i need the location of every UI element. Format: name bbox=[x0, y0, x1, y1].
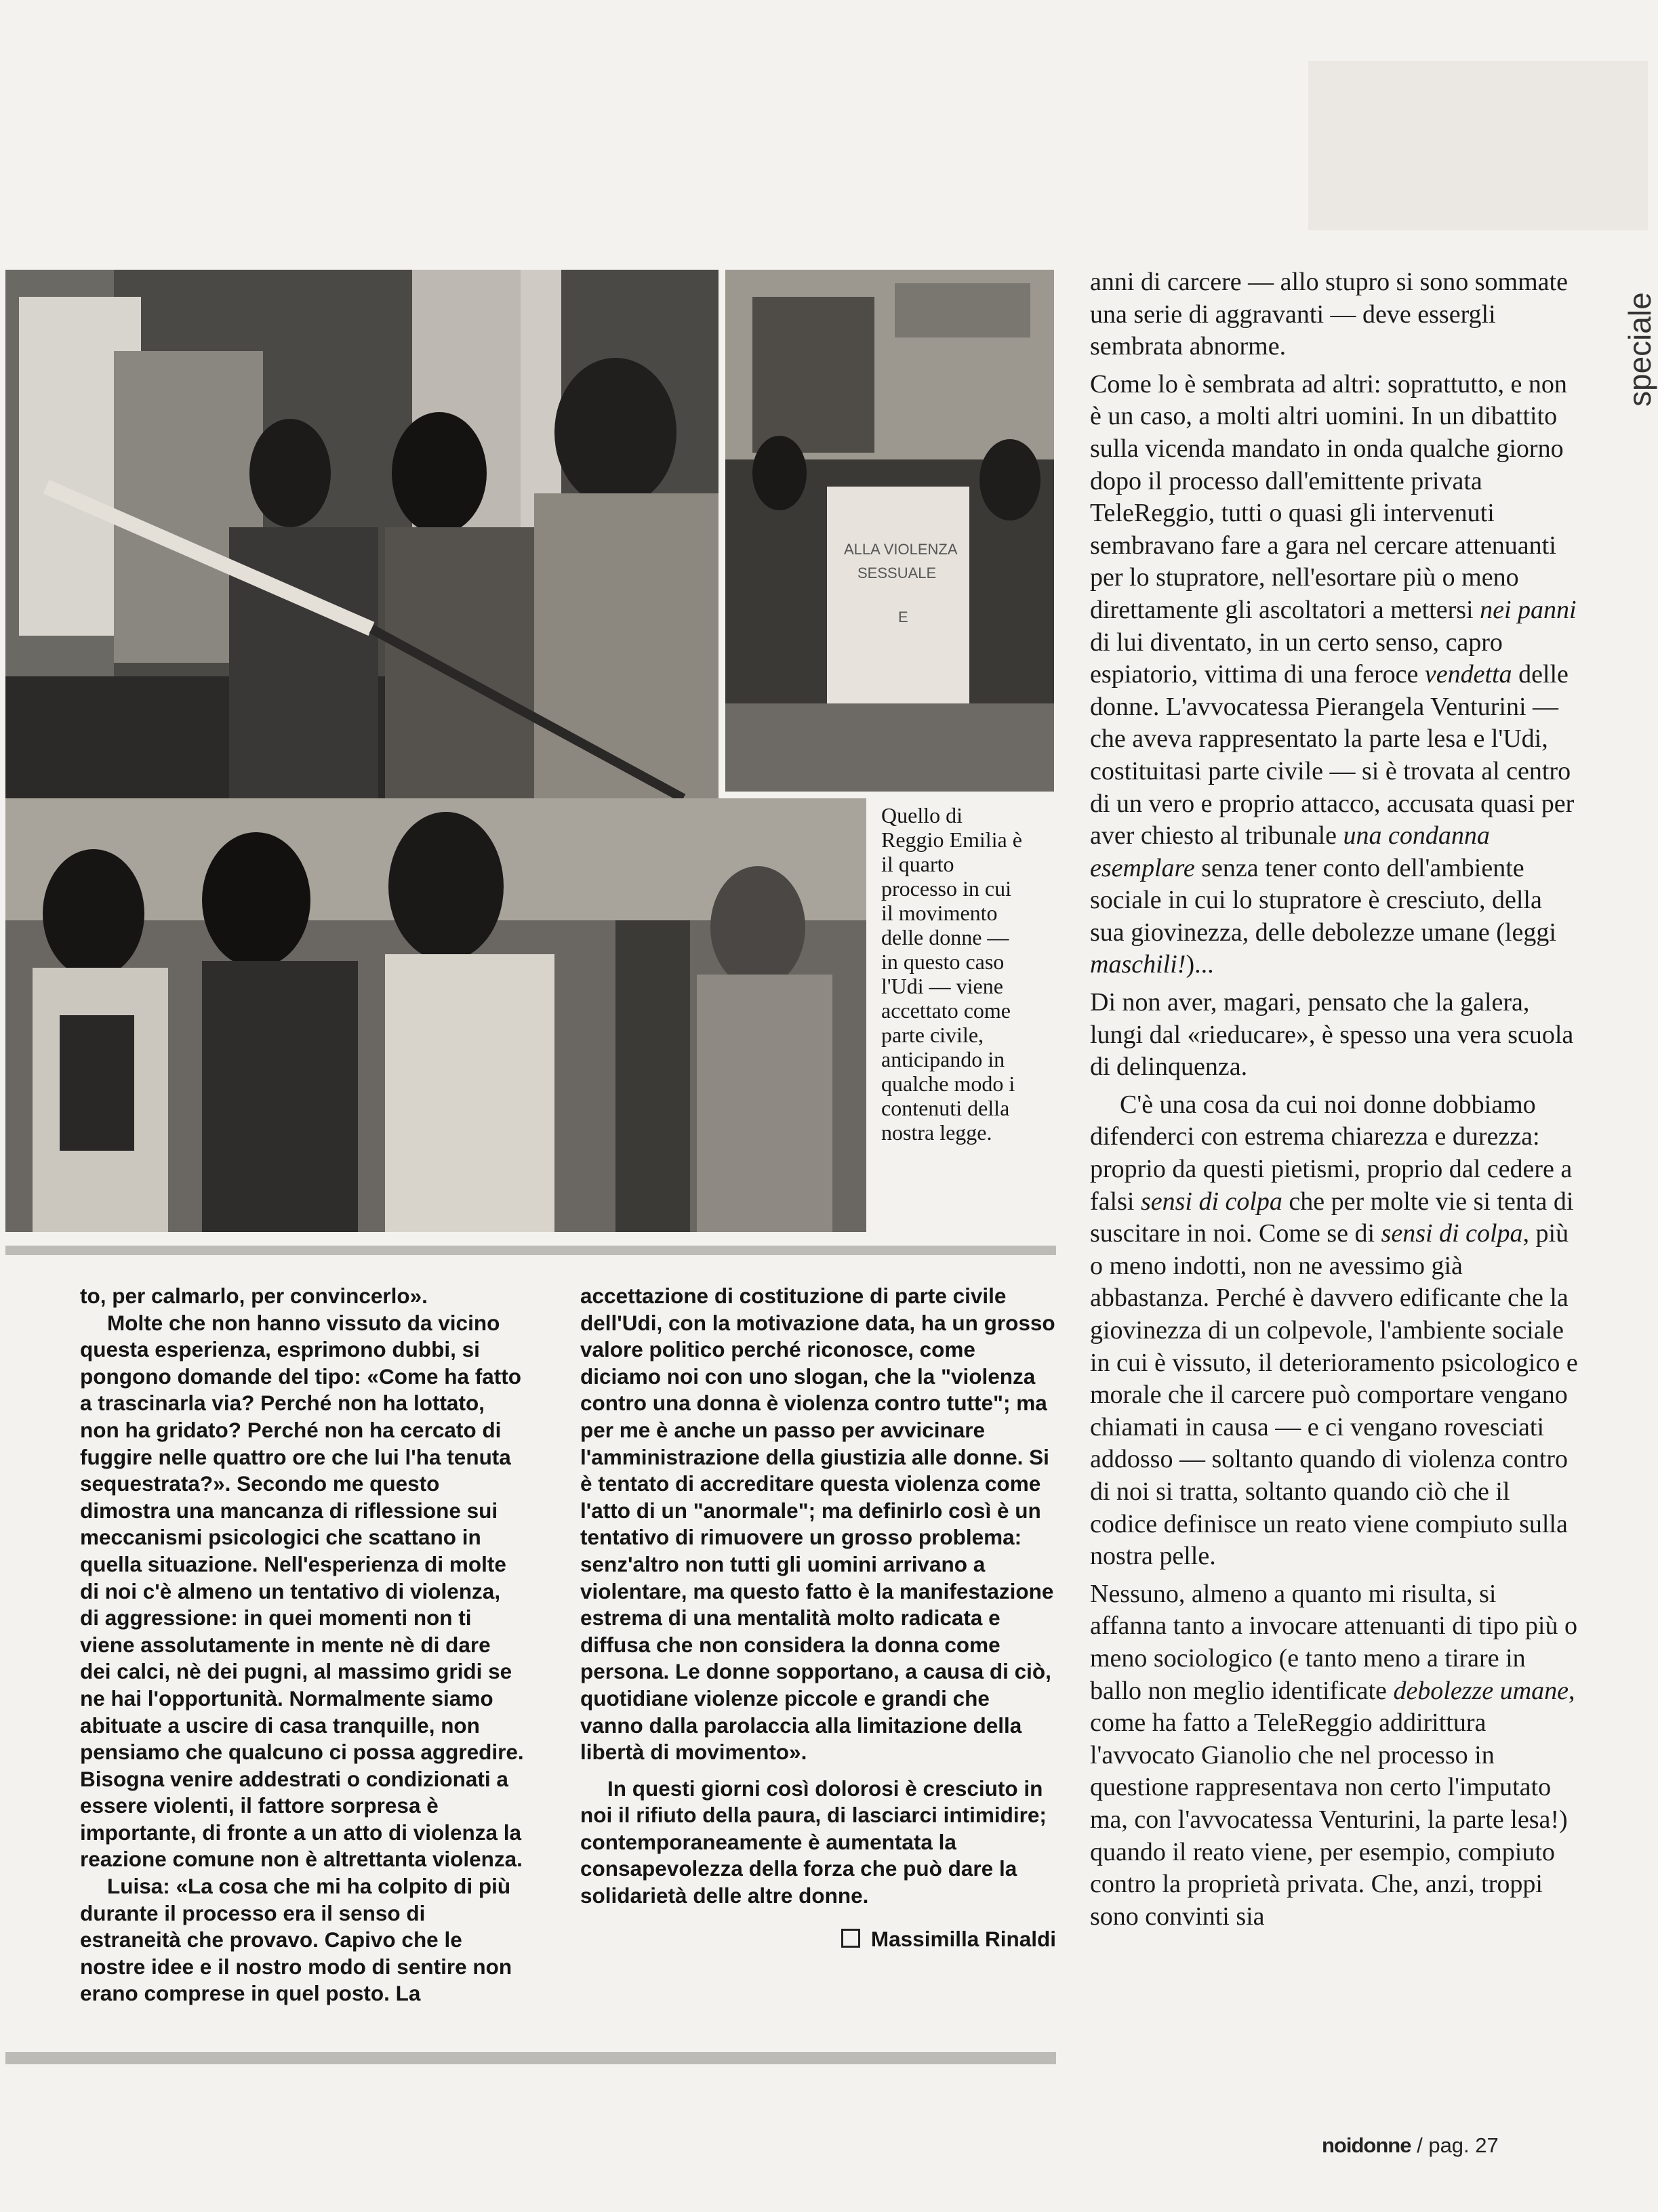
magazine-brand: noidonne bbox=[1322, 2133, 1411, 2157]
caption-line: accettato come bbox=[881, 998, 1011, 1023]
divider-rule bbox=[5, 1246, 1056, 1255]
article-paragraph: Nessuno, almeno a quanto mi risulta, si affanna tanto a invocare attenuanti di tipo più o meno sociologico (e tanto meno a tirare in ballo non meglio identificate debolezze umane, come ha fatto a TeleReggio addirittura l'avvocato Gianolio che nel processo in questione rappresentava non certo l'imputato ma, con l'avvocatessa Venturini, la parte lesa!) quando il reato viene, per esempio, compiuto contro la proprietà privata. Che, anzi, troppi sono convinti sia bbox=[1090, 1579, 1577, 1931]
section-tag: speciale bbox=[1622, 292, 1657, 407]
article-paragraph: Molte che non hanno vissuto da vicino questa esperienza, esprimono dubbi, si pongono domande del tipo: «Come ha fatto a trascinarla via? Perché non ha lottato, non ha gridato? Perché non ha cercato di fuggire nelle quattro ore che lui l'ha tenuta sequestrata?». Secondo me questo dimostra una mancanza di riflessione sui meccanismi psicologici che scattano in quella situazione. Nell'esperienza di molte di noi c'è almeno un tentativo di violenza, di aggressione: in quei momenti non ti viene assolutamente in mente nè di dare dei calci, nè dei pugni, al massimo gridi se ne hai l'opportunità. Normalmente siamo abituate a uscire di casa tranquille, non pensiamo che qualcuno ci possa aggredire. Bisogna venire addestrati o condizionati a essere violenti, il fattore sorpresa è importante, di fronte a un atto di violenza la reazione comune non è altrettanta violenza. bbox=[80, 1310, 524, 1872]
sign-text-line-3: E bbox=[898, 609, 908, 626]
caption-line: anticipando in bbox=[881, 1047, 1005, 1071]
photo-crowd-with-sign bbox=[725, 270, 1054, 792]
caption-line: contenuti della bbox=[881, 1096, 1010, 1120]
article-column-middle bbox=[580, 1283, 1056, 1952]
caption-line: parte civile, bbox=[881, 1023, 984, 1047]
article-column-left bbox=[80, 1283, 525, 2007]
caption-line: il quarto bbox=[881, 852, 954, 876]
article-column-right bbox=[1090, 266, 1579, 1938]
article-paragraph: accettazione di costituzione di parte civile dell'Udi, con la motivazione data, ha un grosso valore politico perché riconosce, come diciamo noi con uno slogan, che la "violenza contro una donna è violenza contro tutte"; ma per me è anche un passo per avvicinare l'amministrazione della giustizia alle donne. Si è tentato di accreditare questa violenza come l'atto di un "anormale"; ma definirlo così è un tentativo di rimuovere un grosso problema: senz'altro non tutti gli uomini arrivano a violentare, ma questo fatto è la manifestazione estrema di una mentalità molto radicata e diffusa che non considera la donna come persona. Le donne sopportano, a causa di ciò, quotidiane violenze piccole e grandi che vanno dalla parolaccia alla limitazione della libertà di movimento». bbox=[580, 1284, 1055, 1765]
caption-line: l'Udi — viene bbox=[881, 974, 1003, 998]
author-signature: Massimilla Rinaldi bbox=[580, 1926, 1056, 1953]
caption-line: in questo caso bbox=[881, 949, 1005, 974]
divider-rule-bottom bbox=[5, 2052, 1056, 2064]
caption-line: Quello di bbox=[881, 803, 963, 827]
article-paragraph: to, per calmarlo, per convincerlo». bbox=[80, 1284, 428, 1308]
photo-women-posting-signs bbox=[5, 270, 719, 798]
page-footer bbox=[1322, 2133, 1499, 2158]
article-paragraph: Come lo è sembrata ad altri: soprattutto, e non è un caso, a molti altri uomini. In un dibattito sulla vicenda mandato in onda qualche giorno dopo il processo dall'emittente privata TeleReggio, tutti o quasi gli intervenuti sembravano fare a gara nel cercare attenuanti per lo stupratore, nell'esortare più o meno direttamente gli ascoltatori a mettersi nei panni di lui diventato, in un certo senso, capro espiatorio, vittima di una feroce vendetta delle donne. L'avvocatessa Pierangela Venturini — che aveva rappresentato la parte lesa e l'Udi, costituitasi parte civile — si è trovata al centro di un vero e proprio attacco, accusata quasi per aver chiesto al tribunale una condanna esemplare senza tener conto dell'ambiente sociale in cui lo stupratore è cresciuto, della sua giovinezza, delle debolezze umane (leggi maschili!)... bbox=[1090, 369, 1577, 979]
page-number: pag. 27 bbox=[1428, 2133, 1499, 2157]
article-paragraph: C'è una cosa da cui noi donne dobbiamo difenderci con estrema chiarezza e durezza: proprio da questi pietismi, proprio dal cedere a falsi sensi di colpa che per molte vie si tenta di suscitare in noi. Come se di sensi di colpa, più o meno indotti, non ne avessimo già abbastanza. Perché è davvero edificante che la giovinezza di un colpevole, l'ambiente sociale in cui è vissuto, il deterioramento psicologico e morale che il carcere può comportare vengano chiamati in causa — e ci vengano rovesciati addosso — soltanto quando di violenza contro di noi si tratta, soltanto quando ciò che il codice definisce un reato viene compiuto sulla nostra pelle. bbox=[1090, 1090, 1578, 1571]
signature-box-icon bbox=[841, 1929, 860, 1948]
photo-caption bbox=[881, 803, 1064, 1145]
article-paragraph: anni di carcere — allo stupro si sono sommate una serie di aggravanti — deve essergli sembrata abnorme. bbox=[1090, 268, 1568, 361]
footer-separator: / bbox=[1411, 2133, 1429, 2157]
sign-text-line-2: SESSUALE bbox=[857, 565, 937, 581]
caption-line: delle donne — bbox=[881, 925, 1009, 949]
bleed-through-block bbox=[1308, 61, 1648, 230]
caption-line: Reggio Emilia è bbox=[881, 827, 1022, 852]
sign-text-line-1: ALLA VIOLENZA bbox=[844, 541, 958, 558]
caption-line: processo in cui bbox=[881, 876, 1011, 901]
article-paragraph: Luisa: «La cosa che mi ha colpito di più durante il processo era il senso di estraneità che provavo. Capivo che le nostre idee e il nostro modo di sentire non erano comprese in quel posto. La bbox=[80, 1874, 512, 2006]
article-paragraph: Di non aver, magari, pensato che la galera, lungi dal «rieducare», è spesso una vera scuola di delinquenza. bbox=[1090, 988, 1574, 1082]
caption-line: il movimento bbox=[881, 901, 998, 925]
caption-line: nostra legge. bbox=[881, 1120, 992, 1145]
article-paragraph: In questi giorni così dolorosi è cresciuto in noi il rifiuto della paura, di lasciarci intimidire; contemporaneamente è aumentata la consapevolezza della forza che può dare la solidarietà delle altre donne. bbox=[580, 1776, 1047, 1908]
photo-women-marching bbox=[5, 798, 866, 1232]
caption-line: qualche modo i bbox=[881, 1071, 1015, 1096]
